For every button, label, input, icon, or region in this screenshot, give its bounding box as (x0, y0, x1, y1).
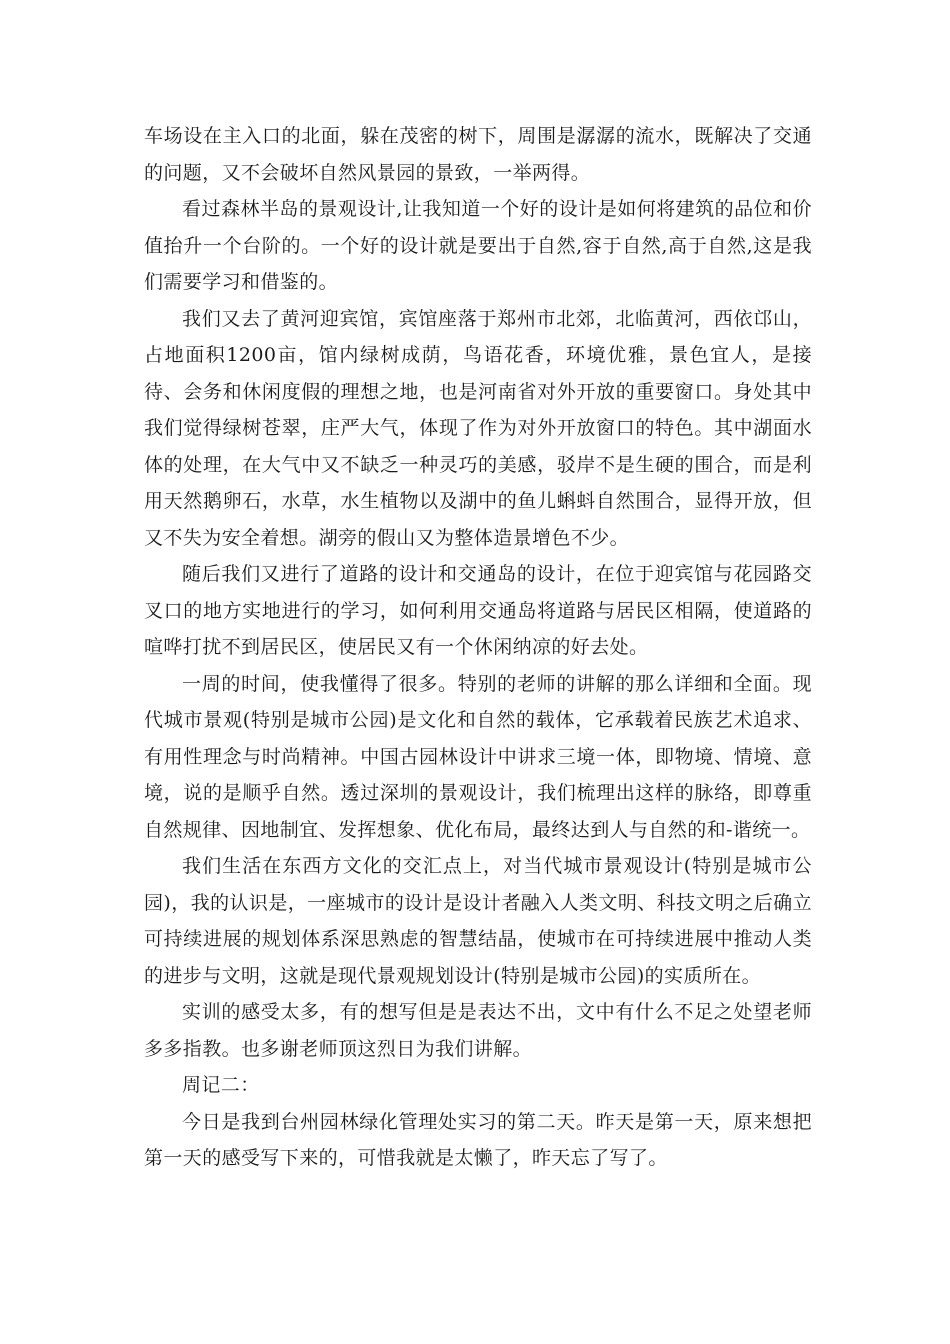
document-body (144, 118, 812, 1177)
paragraph-taizhou: 今日是我到台州园林绿化管理处实习的第二天。昨天是第一天，原来想把第一天的感受写下来的，可惜我就是太懒了，昨天忘了写了。 (144, 1110, 812, 1169)
paragraph-culture: 我们生活在东西方文化的交汇点上，对当代城市景观设计(特别是城市公园)，我的认识是，一座城市的设计是设计者融入人类文明、科技文明之后确立可持续进展的规划体系深思熟虑的智慧结晶，使城市在可持续进展中推动人类的进步与文明，这就是现代景观规划设计(特别是城市公园)的实质所在。 (144, 855, 812, 987)
paragraph-road-design: 随后我们又进行了道路的设计和交通岛的设计，在位于迎宾馆与花园路交叉口的地方实地进行的学习，如何利用交通岛将道路与居民区相隔，使道路的喧哗打扰不到居民区，使居民又有一个休闲纳凉的好去处。 (144, 563, 812, 658)
paragraph-forest-peninsula: 看过森林半岛的景观设计,让我知道一个好的设计是如何将建筑的品位和价值抬升一个台阶的。一个好的设计就是要出于自然,容于自然,高于自然,这是我们需要学习和借鉴的。 (144, 198, 812, 293)
paragraph-continued: 车场设在主入口的北面，躲在茂密的树下，周围是潺潺的流水，既解决了交通的问题，又不会破坏自然风景园的景致，一举两得。 (144, 125, 812, 184)
paragraph-yellow-river-hotel: 我们又去了黄河迎宾馆，宾馆座落于郑州市北郊，北临黄河，西依邙山，占地面积1200亩，馆内绿树成荫，鸟语花香，环境优雅，景色宜人，是接待、会务和休闲度假的理想之地，也是河南省对外开放的重要窗口。身处其中我们觉得绿树苍翠，庄严大气，体现了作为对外开放窗口的特色。其中湖面水体的处理，在大气中又不缺乏一种灵巧的美感，驳岸不是生硬的围合，而是利用天然鹅卵石，水草，水生植物以及湖中的鱼儿蝌蚪自然围合，显得开放，但又不失为安全着想。湖旁的假山又为整体造景增色不少。 (144, 307, 812, 549)
paragraph-one-week: 一周的时间，使我懂得了很多。特别的老师的讲解的那么详细和全面。现代城市景观(特别是城市公园)是文化和自然的载体，它承载着民族艺术追求、有用性理念与时尚精神。中国古园林设计中讲求三境一体，即物境、情境、意境，说的是顺乎自然。透过深圳的景观设计，我们梳理出这样的脉络，即尊重自然规律、因地制宜、发挥想象、优化布局，最终达到人与自然的和-谐统一。 (144, 672, 812, 841)
paragraph-thanks: 实训的感受太多，有的想写但是是表达不出，文中有什么不足之处望老师多多指教。也多谢老师顶这烈日为我们讲解。 (144, 1001, 812, 1060)
section-heading-weekly-two: 周记二： (182, 1074, 260, 1096)
